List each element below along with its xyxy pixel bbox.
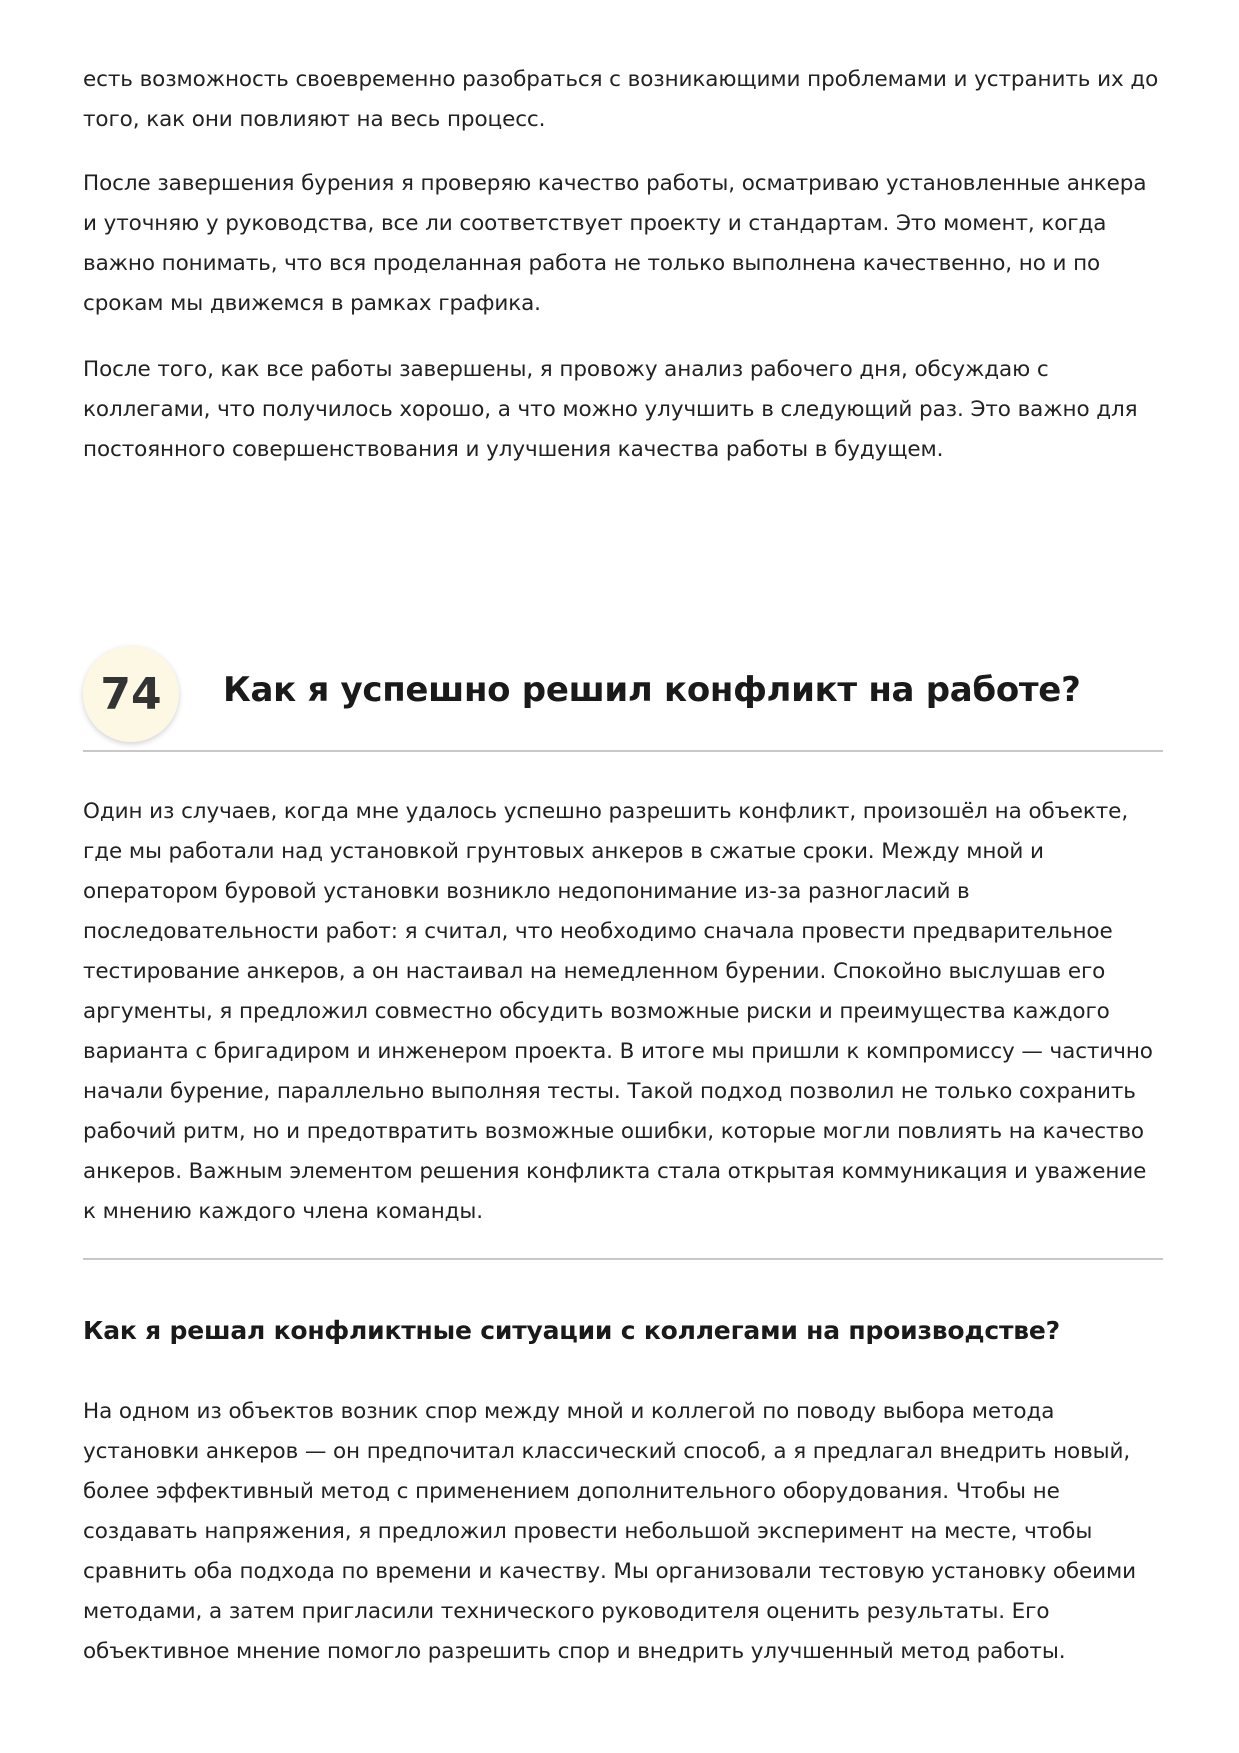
question-answer: Один из случаев, когда мне удалось успешно разрешить конфликт, произошёл на объекте, где мы работали над установкой грунтовых анкеров в сжатые сроки. Между мной и оператором буровой установки возникло недопонимание из-за разногласий в последовательности работ: я считал, что необходимо сначала провести предварительное тестирование анкеров, а он настаивал на немедленном бурении. Спокойно выслушав его аргументы, я предложил совместно обсудить возможные риски и преимущества каждого варианта с бригадиром и инженером проекта. В итоге мы пришли к компромиссу — частично начали бурение, параллельно выполняя тесты. Такой подход позволил не только сохранить рабочий ритм, но и предотвратить возможные ошибки, которые могли повлиять на качество анкеров. Важным элементом решения конфликта стала открытая коммуникация и уважение к мнению каждого члена команды.: [83, 799, 1153, 1224]
question-header: [83, 646, 1163, 752]
subsection-title: Как я решал конфликтные ситуации с коллегами на производстве?: [83, 1316, 1060, 1345]
question-number-badge: 74: [83, 646, 179, 742]
paragraph-day-analysis: После того, как все работы завершены, я провожу анализ рабочего дня, обсуждаю с коллегами, что получилось хорошо, а что можно улучшить в следующий раз. Это важно для постоянного совершенствования и улучшения качества работы в будущем.: [83, 357, 1138, 462]
section-divider: [83, 1258, 1163, 1260]
question-title: Как я успешно решил конфликт на работе?: [223, 670, 1081, 710]
paragraph-quality-check: После завершения бурения я проверяю качество работы, осматриваю установленные анкера и уточняю у руководства, все ли соответствует проекту и стандартам. Это момент, когда важно понимать, что вся проделанная работа не только выполнена качественно, но и по срокам мы движемся в рамках графика.: [83, 171, 1147, 316]
paragraph-continuation: есть возможность своевременно разобраться с возникающими проблемами и устранить их до того, как они повлияют на весь процесс.: [83, 67, 1159, 132]
subsection-body: На одном из объектов возник спор между мной и коллегой по поводу выбора метода установки анкеров — он предпочитал классический способ, а я предлагал внедрить новый, более эффективный метод с применением дополнительного оборудования. Чтобы не создавать напряжения, я предложил провести небольшой эксперимент на месте, чтобы сравнить оба подхода по времени и качеству. Мы организовали тестовую установку обеими методами, а затем пригласили технического руководителя оценить результаты. Его объективное мнение помогло разрешить спор и внедрить улучшенный метод работы.: [83, 1399, 1137, 1664]
